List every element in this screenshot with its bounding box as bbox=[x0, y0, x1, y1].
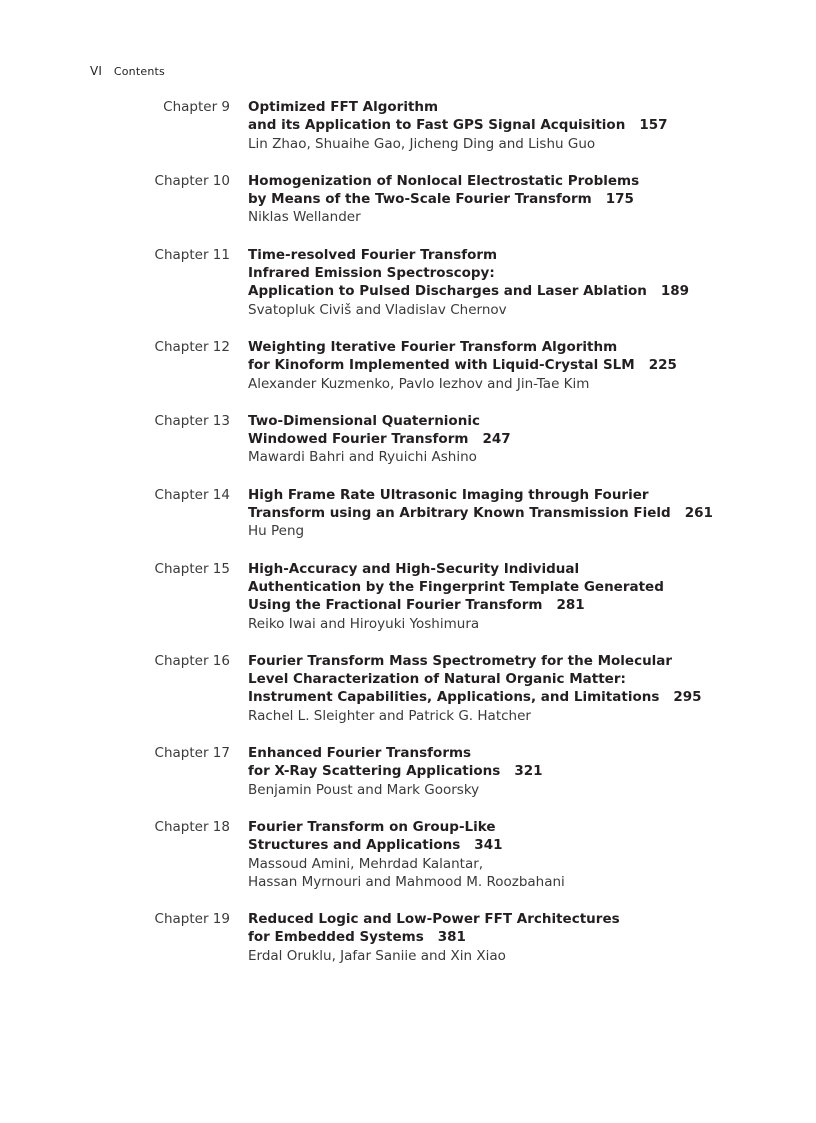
chapter-title-text: Authentication by the Fingerprint Template Generated bbox=[248, 578, 664, 595]
toc-entry[interactable] bbox=[0, 338, 816, 393]
chapter-authors: Mawardi Bahri and Ryuichi Ashino bbox=[248, 449, 477, 466]
chapter-title-text: Windowed Fourier Transform bbox=[248, 431, 469, 448]
chapter-title-text: Fourier Transform on Group-Like bbox=[248, 818, 496, 835]
chapter-authors: Hu Peng bbox=[248, 523, 305, 540]
page-number[interactable]: 321 bbox=[514, 763, 543, 780]
chapter-title-line bbox=[248, 356, 718, 374]
chapter-title-line bbox=[248, 504, 718, 522]
page-number[interactable]: 157 bbox=[639, 117, 668, 134]
page-number[interactable]: 381 bbox=[437, 929, 466, 946]
entry-body bbox=[248, 338, 718, 393]
chapter-title-text: Application to Pulsed Discharges and Laser Ablation bbox=[248, 283, 647, 300]
running-head-section: Contents bbox=[113, 65, 165, 78]
chapter-title-line bbox=[248, 412, 718, 430]
chapter-label: Chapter 18 bbox=[154, 818, 230, 835]
toc-entry[interactable] bbox=[0, 560, 816, 633]
entry-body bbox=[248, 560, 718, 633]
page-number[interactable]: 175 bbox=[605, 191, 634, 208]
entry-body bbox=[248, 172, 718, 227]
chapter-label: Chapter 17 bbox=[154, 745, 230, 762]
toc-entry[interactable] bbox=[0, 98, 816, 153]
chapter-authors: Benjamin Poust and Mark Goorsky bbox=[248, 781, 480, 798]
toc-entry[interactable] bbox=[0, 744, 816, 799]
chapter-title-text: for Embedded Systems bbox=[248, 929, 424, 946]
chapter-title-text: High Frame Rate Ultrasonic Imaging through Fourier bbox=[248, 486, 649, 503]
page-number[interactable]: 341 bbox=[474, 837, 503, 854]
chapter-title-text: by Means of the Two-Scale Fourier Transform bbox=[248, 191, 592, 208]
entry-body bbox=[248, 246, 718, 319]
chapter-label: Chapter 19 bbox=[154, 911, 230, 928]
running-head bbox=[90, 64, 165, 78]
entry-body bbox=[248, 818, 718, 891]
chapter-title-line bbox=[248, 910, 718, 928]
chapter-label: Chapter 13 bbox=[154, 412, 230, 429]
chapter-title-line bbox=[248, 486, 718, 504]
chapter-title-line bbox=[248, 282, 718, 300]
chapter-title-text: for Kinoform Implemented with Liquid-Crystal SLM bbox=[248, 357, 635, 374]
chapter-title-line bbox=[248, 98, 718, 116]
toc-entry[interactable] bbox=[0, 486, 816, 541]
page-number[interactable]: 295 bbox=[673, 689, 702, 706]
chapter-title-line bbox=[248, 246, 718, 264]
entry-body bbox=[248, 412, 718, 467]
page-number[interactable]: 261 bbox=[684, 505, 713, 522]
chapter-title-line bbox=[248, 430, 718, 448]
page-number[interactable]: 247 bbox=[482, 431, 511, 448]
chapter-title-text: for X-Ray Scattering Applications bbox=[248, 763, 501, 780]
toc-entry[interactable] bbox=[0, 412, 816, 467]
chapter-title-line bbox=[248, 172, 718, 190]
chapter-title-line bbox=[248, 190, 718, 208]
chapter-label: Chapter 15 bbox=[154, 560, 230, 577]
chapter-label: Chapter 12 bbox=[154, 338, 230, 355]
chapter-label: Chapter 10 bbox=[154, 172, 230, 189]
chapter-title-line bbox=[248, 928, 718, 946]
chapter-label: Chapter 16 bbox=[154, 652, 230, 669]
chapter-title-text: Infrared Emission Spectroscopy: bbox=[248, 265, 495, 282]
chapter-authors: Erdal Oruklu, Jafar Saniie and Xin Xiao bbox=[248, 947, 506, 964]
chapter-title-text: Homogenization of Nonlocal Electrostatic Problems bbox=[248, 172, 640, 189]
toc-entry[interactable] bbox=[0, 910, 816, 965]
chapter-title-line bbox=[248, 578, 718, 596]
toc-entry[interactable] bbox=[0, 172, 816, 227]
chapter-title-text: Level Characterization of Natural Organic Matter: bbox=[248, 671, 626, 688]
chapter-title-line bbox=[248, 744, 718, 762]
chapter-title-text: High-Accuracy and High-Security Individual bbox=[248, 560, 580, 577]
page-number[interactable]: 189 bbox=[660, 283, 690, 300]
chapter-title-text: Enhanced Fourier Transforms bbox=[248, 745, 472, 762]
toc-entry[interactable] bbox=[0, 652, 816, 725]
chapter-title-text: Structures and Applications bbox=[248, 837, 461, 854]
chapter-title-line bbox=[248, 688, 718, 706]
chapter-title-line bbox=[248, 264, 718, 282]
chapter-authors: Rachel L. Sleighter and Patrick G. Hatcher bbox=[248, 707, 531, 724]
chapter-authors: Hassan Myrnouri and Mahmood M. Roozbahani bbox=[248, 873, 565, 890]
chapter-title-text: Weighting Iterative Fourier Transform Algorithm bbox=[248, 338, 618, 355]
chapter-title-line bbox=[248, 116, 718, 134]
toc-entry[interactable] bbox=[0, 818, 816, 891]
chapter-authors: Alexander Kuzmenko, Pavlo Iezhov and Jin-Tae Kim bbox=[248, 375, 590, 392]
entry-body bbox=[248, 910, 718, 965]
chapter-title-text: Time-resolved Fourier Transform bbox=[248, 246, 498, 263]
toc-entry[interactable] bbox=[0, 246, 816, 319]
chapter-title-text: Reduced Logic and Low-Power FFT Architectures bbox=[248, 911, 620, 928]
chapter-title-line bbox=[248, 652, 718, 670]
chapter-title-line bbox=[248, 596, 718, 614]
chapter-title-line bbox=[248, 338, 718, 356]
chapter-label: Chapter 11 bbox=[154, 246, 230, 263]
chapter-title-line bbox=[248, 560, 718, 578]
entry-body bbox=[248, 486, 718, 541]
table-of-contents bbox=[0, 98, 816, 984]
entry-body bbox=[248, 744, 718, 799]
chapter-title-text: Transform using an Arbitrary Known Transmission Field bbox=[248, 505, 671, 522]
entry-body bbox=[248, 98, 718, 153]
chapter-title-line bbox=[248, 762, 718, 780]
chapter-authors: Niklas Wellander bbox=[248, 209, 361, 226]
chapter-title-text: Optimized FFT Algorithm bbox=[248, 99, 439, 115]
chapter-authors: Massoud Amini, Mehrdad Kalantar, bbox=[248, 855, 484, 872]
chapter-label: Chapter 9 bbox=[163, 99, 230, 115]
chapter-title-line bbox=[248, 818, 718, 836]
chapter-title-text: Fourier Transform Mass Spectrometry for the Molecular bbox=[248, 652, 673, 669]
page-number[interactable]: 281 bbox=[556, 597, 585, 614]
chapter-authors: Reiko Iwai and Hiroyuki Yoshimura bbox=[248, 615, 480, 632]
entry-body bbox=[248, 652, 718, 725]
chapter-label: Chapter 14 bbox=[154, 486, 230, 503]
chapter-authors: Lin Zhao, Shuaihe Gao, Jicheng Ding and Lishu Guo bbox=[248, 135, 596, 152]
chapter-title-text: Instrument Capabilities, Applications, and Limitations bbox=[248, 689, 660, 706]
chapter-title-text: Two-Dimensional Quaternionic bbox=[248, 412, 480, 429]
chapter-title-line bbox=[248, 670, 718, 688]
chapter-title-text: and its Application to Fast GPS Signal Acquisition bbox=[248, 117, 626, 134]
page-number[interactable]: 225 bbox=[648, 357, 677, 374]
chapter-title-text: Using the Fractional Fourier Transform bbox=[248, 597, 543, 614]
chapter-authors: Svatopluk Civiš and Vladislav Chernov bbox=[248, 301, 507, 318]
chapter-title-line bbox=[248, 836, 718, 854]
page-folio: VI bbox=[90, 64, 103, 78]
